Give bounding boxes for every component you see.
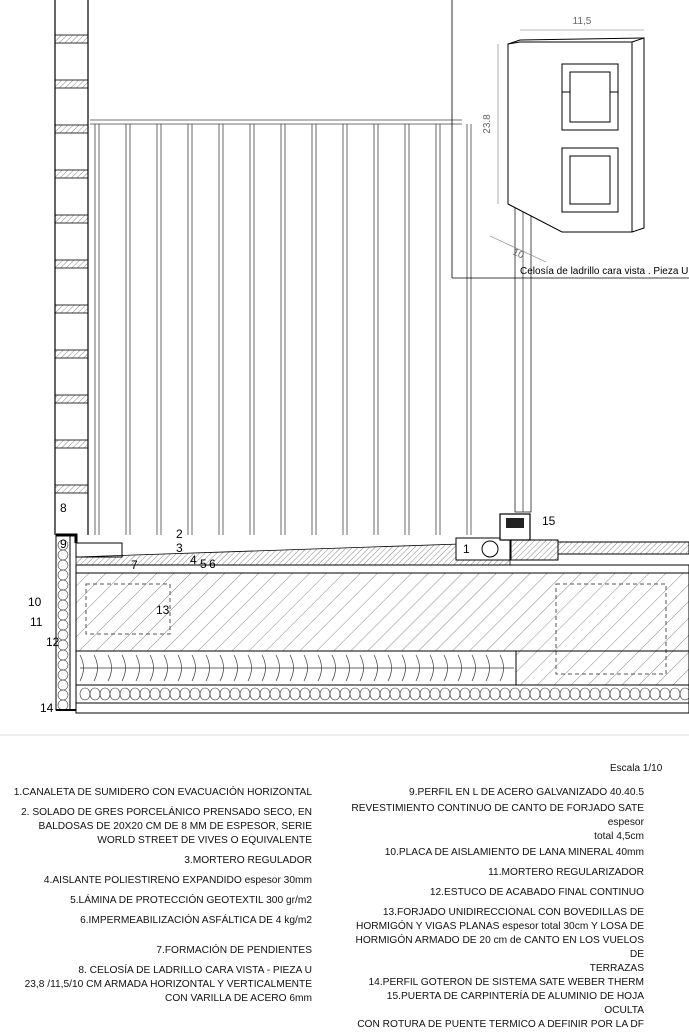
legend-item-1: 1.CANALETA DE SUMIDERO CON EVACUACIÓN HORIZONTAL bbox=[13, 787, 312, 798]
callout-4: 4 bbox=[190, 553, 197, 567]
dim-height-label: 23.8 bbox=[482, 114, 493, 134]
legend-item-13: 13.FORJADO UNIDIRECCIONAL CON BOVEDILLAS DE HORMIGÓN Y VIGAS PLANAS espesor total 30cm Y LOSA DE HORMIGÓN ARMADO DE 20 cm de CANTO EN LOS VUELOS DE TERRAZAS bbox=[355, 907, 644, 974]
callout-13: 13 bbox=[156, 603, 170, 617]
legend-item-10: 10.PLACA DE AISLAMIENTO DE LANA MINERAL 40mm bbox=[384, 847, 644, 858]
callout-1: 1 bbox=[463, 542, 470, 556]
callout-7: 7 bbox=[131, 558, 138, 572]
callout-15: 15 bbox=[542, 514, 556, 528]
dim-depth-label: 10 bbox=[510, 246, 526, 262]
callout-2: 2 bbox=[176, 527, 183, 541]
scale-label: Escala 1/10 bbox=[610, 763, 663, 774]
legend-item-7: 7.FORMACIÓN DE PENDIENTES bbox=[156, 945, 312, 956]
legend-item-2: 2. SOLADO DE GRES PORCELÁNICO PRENSADO SECO, EN BALDOSAS DE 20X20 CM DE 8 MM DE ESPESOR, SERIE WORLD STREET DE VIVES O EQUIVALENTE bbox=[21, 807, 312, 846]
callout-3: 3 bbox=[176, 541, 183, 555]
callout-9: 9 bbox=[60, 537, 67, 551]
callout-6: 6 bbox=[209, 557, 216, 571]
legend-right bbox=[346, 786, 644, 1032]
callout-5: 5 bbox=[200, 557, 207, 571]
callout-11: 11 bbox=[30, 615, 43, 629]
detail-inset bbox=[452, 0, 689, 278]
legend-item-15: 15.PUERTA DE CARPINTERÍA DE ALUMINIO DE HOJA OCULTA CON ROTURA DE PUENTE TERMICO A DEFINIR POR LA DF bbox=[357, 991, 644, 1030]
legend-item-9: 9.PERFIL EN L DE ACERO GALVANIZADO 40.40.5 bbox=[409, 787, 644, 798]
callout-10: 10 bbox=[28, 595, 42, 609]
legend-item-14: 14.PERFIL GOTERON DE SISTEMA SATE WEBER THERM bbox=[368, 977, 644, 988]
legend-item-4: 4.AISLANTE POLIESTIRENO EXPANDIDO espesor 30mm bbox=[43, 875, 312, 886]
callout-14: 14 bbox=[40, 701, 54, 715]
legend-item-3: 3.MORTERO REGULADOR bbox=[184, 855, 312, 866]
legend-left bbox=[12, 786, 312, 1006]
legend-item-5: 5.LÁMINA DE PROTECCIÓN GEOTEXTIL 300 gr/m2 bbox=[70, 895, 312, 906]
dim-width-label: 11,5 bbox=[572, 16, 592, 27]
slab-section bbox=[56, 514, 689, 713]
legend-item-6: 6.IMPERMEABILIZACIÓN ASFÁLTICA DE 4 kg/m2 bbox=[80, 915, 312, 926]
callout-8: 8 bbox=[60, 501, 67, 515]
detail-caption: Celosía de ladrillo cara vista . Pieza U bbox=[520, 266, 689, 277]
legend-item-sate: REVESTIMIENTO CONTINUO DE CANTO DE FORJADO SATE espesor total 4,5cm bbox=[351, 803, 644, 842]
brick-lattice bbox=[55, 0, 88, 535]
callout-12: 12 bbox=[46, 635, 60, 649]
legend-item-11: 11.MORTERO REGULARIZADOR bbox=[488, 867, 644, 878]
legend-item-12: 12.ESTUCO DE ACABADO FINAL CONTINUO bbox=[429, 887, 644, 898]
railing bbox=[90, 120, 531, 535]
legend-item-8: 8. CELOSÍA DE LADRILLO CARA VISTA - PIEZA U 23,8 /11,5/10 CM ARMADA HORIZONTAL Y VERTICALMENTE CON VARILLA DE ACERO 6mm bbox=[24, 965, 312, 1004]
